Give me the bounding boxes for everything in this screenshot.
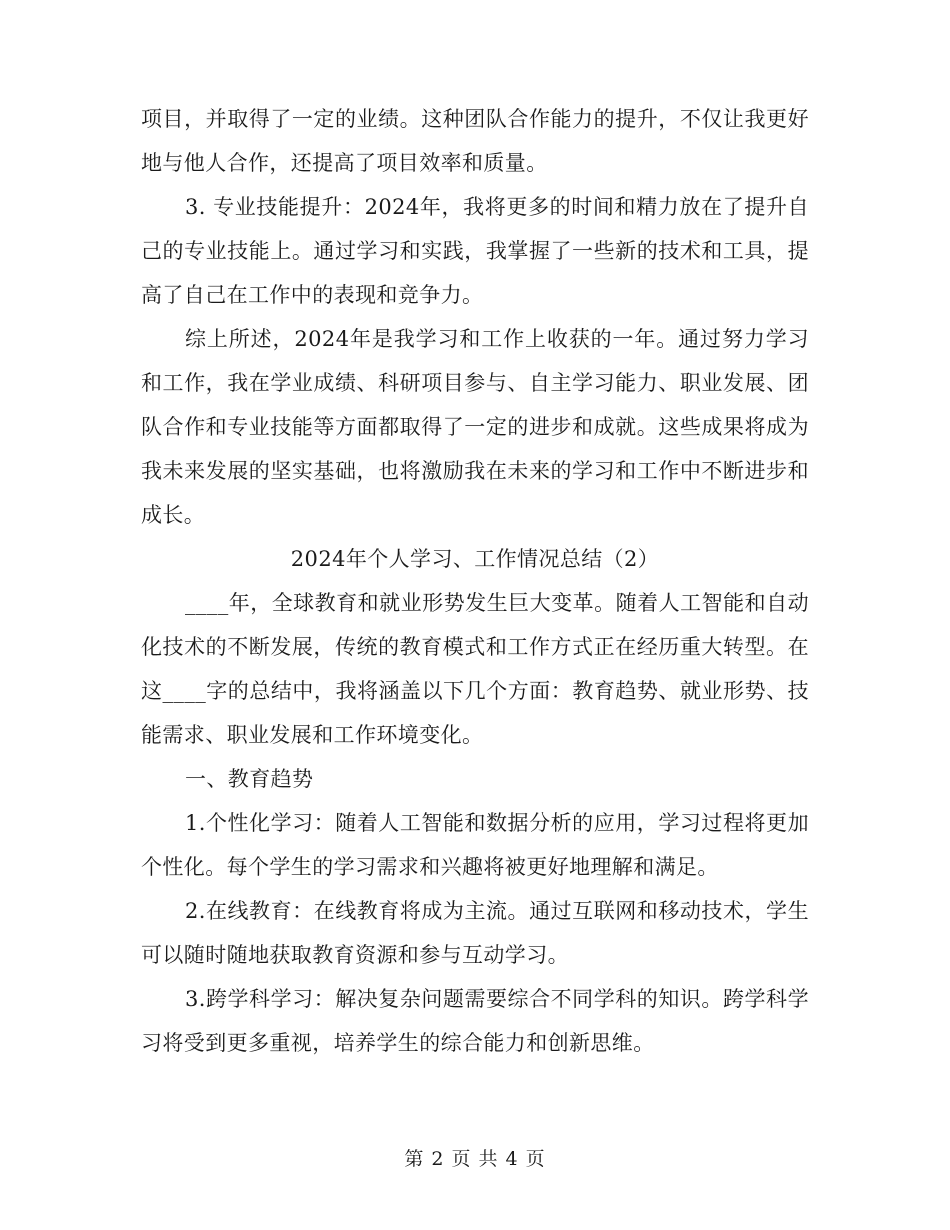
section-title: 2024年个人学习、工作情况总结（2） (290, 547, 660, 571)
body-paragraph: ____年，全球教育和就业形势发生巨大变革。随着人工智能和自动化技术的不断发展，传统的教育模式和工作方式正在经历重大转型。在这____字的总结中，我将涵盖以下几个方面：教育趋势、就业形势、技能需求、职业发展和工作环境变化。 (141, 591, 809, 747)
body-paragraph: 综上所述，2024年是我学习和工作上收获的一年。通过努力学习和工作，我在学业成绩、科研项目参与、自主学习能力、职业发展、团队合作和专业技能等方面都取得了一定的进步和成就。这些成果将成为我未来发展的坚实基础，也将激励我在未来的学习和工作中不断进步和成长。 (141, 327, 809, 527)
section-heading: 一、教育趋势 (185, 767, 314, 791)
body-paragraph: 2.在线教育：在线教育将成为主流。通过互联网和移动技术，学生可以随时随地获取教育资源和参与互动学习。 (141, 899, 809, 967)
body-paragraph: 1.个性化学习：随着人工智能和数据分析的应用，学习过程将更加个性化。每个学生的学习需求和兴趣将被更好地理解和满足。 (141, 811, 809, 879)
body-paragraph: 项目，并取得了一定的业绩。这种团队合作能力的提升，不仅让我更好地与他人合作，还提高了项目效率和质量。 (141, 107, 809, 175)
page-footer: 第 2 页 共 4 页 (404, 1148, 546, 1170)
body-paragraph: 3. 专业技能提升：2024年，我将更多的时间和精力放在了提升自己的专业技能上。通过学习和实践，我掌握了一些新的技术和工具，提高了自己在工作中的表现和竞争力。 (141, 195, 809, 307)
body-paragraph: 3.跨学科学习：解决复杂问题需要综合不同学科的知识。跨学科学习将受到更多重视，培养学生的综合能力和创新思维。 (141, 987, 809, 1055)
document-body (141, 97, 809, 1065)
